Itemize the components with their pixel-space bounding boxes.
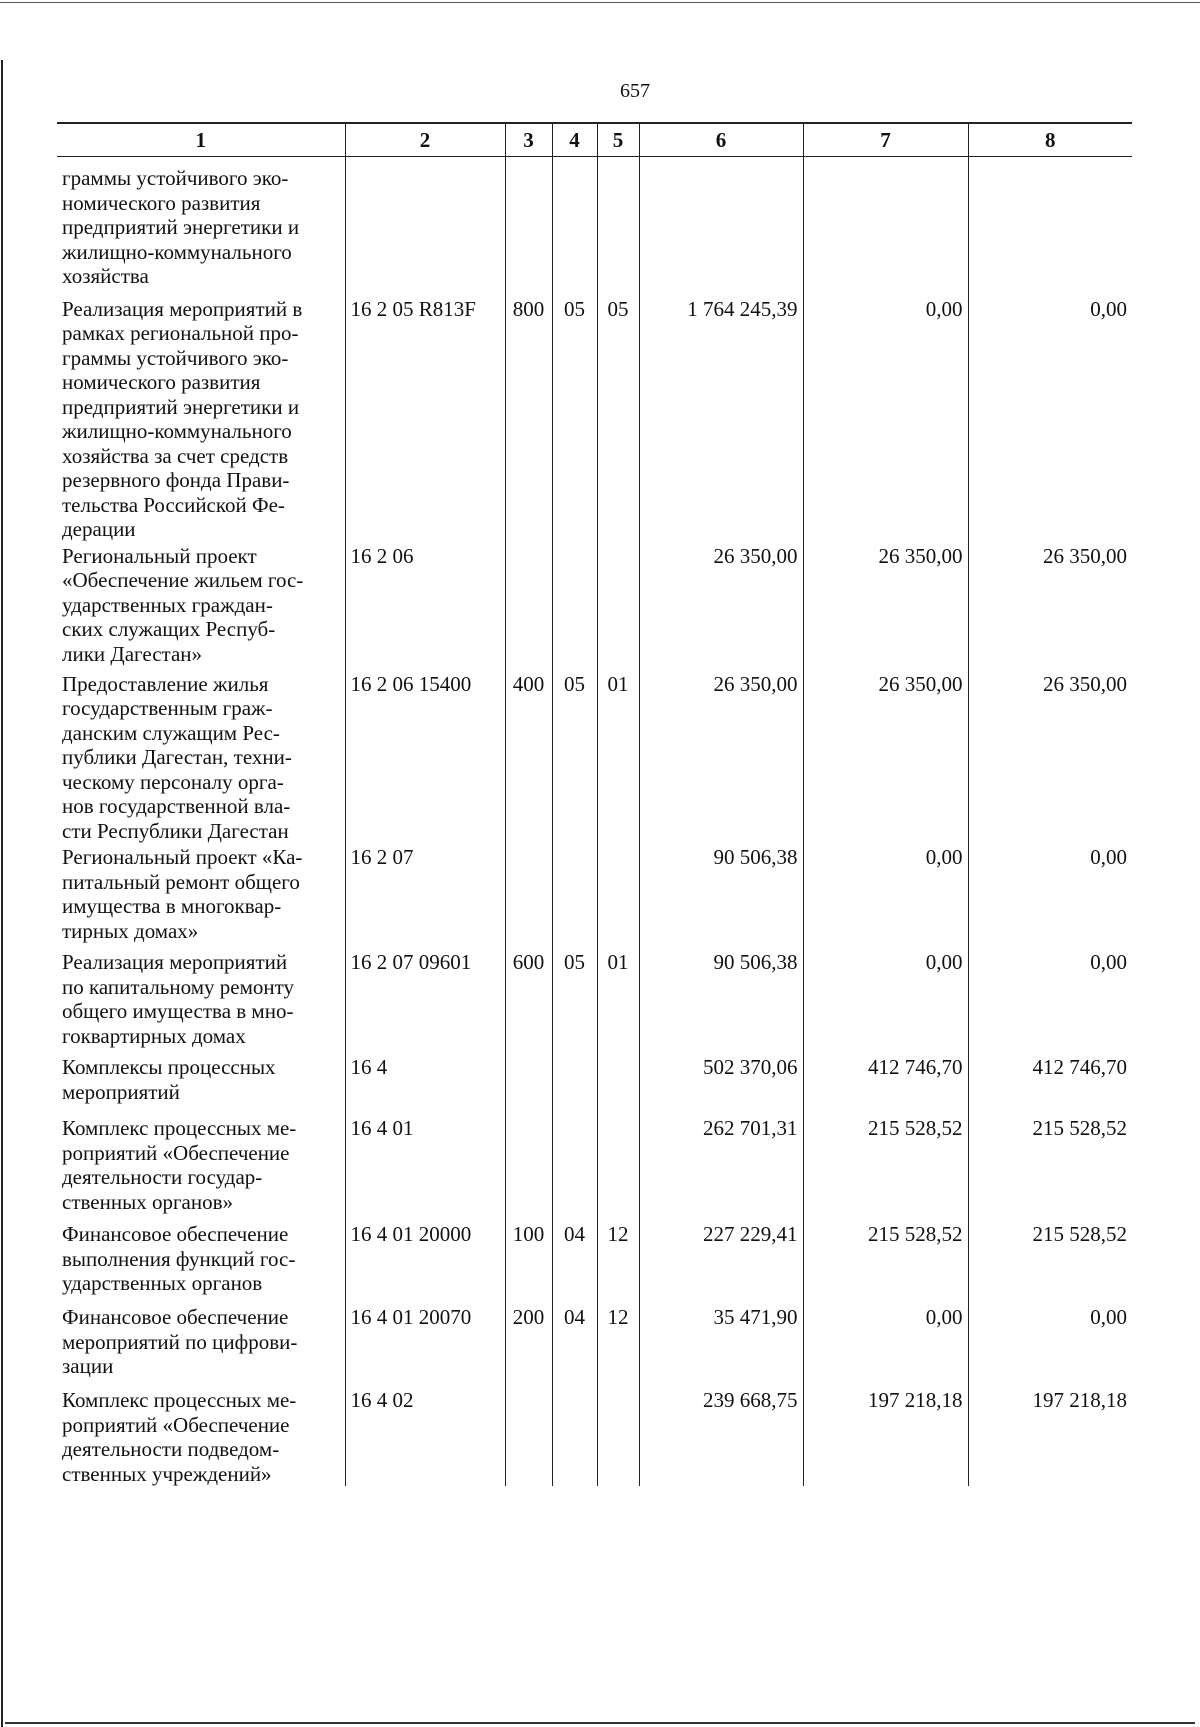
program-code: 16 2 05 R813F [345,295,505,542]
table-row [57,157,1132,295]
item-description [57,948,345,1053]
amount-col-8: 26 350,00 [968,670,1132,844]
amount-col-6: 239 668,75 [639,1386,803,1486]
amount-col-7: 215 528,52 [803,1114,968,1220]
description-line: Финансовое обеспечение [62,1222,289,1246]
description-line: тельства Российской Фе- [62,492,285,517]
section [552,1386,597,1486]
item-description [57,1303,345,1386]
description-line: резервного фонда Прави- [62,468,290,492]
expense-type: 600 [505,948,552,1053]
amount-col-8: 412 746,70 [968,1053,1132,1114]
amount-col-6: 90 506,38 [639,843,803,948]
description-line: ственных учреждений» [62,1461,272,1486]
expense-type: 400 [505,670,552,844]
subsection: 12 [597,1303,639,1386]
description-line: роприятий «Обеспечение [62,1140,290,1165]
amount-col-8: 0,00 [968,843,1132,948]
amount-col-6: 26 350,00 [639,670,803,844]
amount-col-7: 412 746,70 [803,1053,968,1114]
expense-type [505,1114,552,1220]
column-header: 7 [803,123,968,157]
description-line: по капитальному ремонту [62,974,295,999]
expense-type [505,1053,552,1114]
description-line: гоквартирных домах [62,1023,246,1048]
column-header: 6 [639,123,803,157]
top-border [0,2,1200,3]
amount-col-7: 26 350,00 [803,670,968,844]
section [552,843,597,948]
amount-col-6: 227 229,41 [639,1220,803,1303]
column-header: 5 [597,123,639,157]
program-code: 16 4 01 20000 [345,1220,505,1303]
description-line: хозяйства за счет средств [62,443,289,468]
amount-col-7: 26 350,00 [803,542,968,670]
table-row [57,1053,1132,1114]
expense-type [505,157,552,295]
subsection [597,1386,639,1486]
description-line: выполнения функций гос- [62,1246,296,1271]
amount-col-8: 197 218,18 [968,1386,1132,1486]
description-line: «Обеспечение жильем гос- [62,568,304,592]
left-border [1,60,3,1727]
program-code: 16 4 [345,1053,505,1114]
table-row [57,1220,1132,1303]
description-line: ственных органов» [62,1189,234,1214]
subsection: 05 [597,295,639,542]
expense-type: 200 [505,1303,552,1386]
description-line: питальный ремонт общего [62,869,300,894]
description-line: рамках региональной про- [62,321,299,345]
amount-col-6: 262 701,31 [639,1114,803,1220]
description-line: зации [62,1354,114,1378]
program-code: 16 2 07 [345,843,505,948]
subsection: 12 [597,1220,639,1303]
description-line: лики Дагестан» [62,641,203,666]
description-line: хозяйства [62,264,149,288]
column-header: 1 [57,123,345,157]
amount-col-8: 26 350,00 [968,542,1132,670]
subsection [597,542,639,670]
table-header-row [57,123,1132,157]
table-row [57,295,1132,542]
program-code: 16 4 01 [345,1114,505,1220]
item-description [57,1220,345,1303]
amount-col-8 [968,157,1132,295]
program-code: 16 2 06 [345,542,505,670]
description-line: данским служащим Рес- [62,720,280,745]
amount-col-8: 215 528,52 [968,1220,1132,1303]
description-line: ских служащих Респуб- [62,617,276,641]
table-row [57,843,1132,948]
description-line: Реализация мероприятий [62,950,288,974]
subsection [597,1053,639,1114]
subsection: 01 [597,670,639,844]
column-header: 8 [968,123,1132,157]
description-line: предприятий энергетики и [62,394,300,419]
page-number: 657 [620,80,650,102]
program-code [345,157,505,295]
section [552,542,597,670]
description-line: мероприятий по цифрови- [62,1329,298,1354]
program-code: 16 4 01 20070 [345,1303,505,1386]
column-header: 3 [505,123,552,157]
subsection [597,157,639,295]
table-row [57,1303,1132,1386]
column-header: 4 [552,123,597,157]
subsection [597,1114,639,1220]
section [552,1053,597,1114]
table-row [57,1114,1132,1220]
description-line: государственным граж- [62,696,273,720]
description-line: граммы устойчивого эко- [62,345,289,370]
description-line: ударственных органов [62,1271,263,1295]
item-description [57,1053,345,1114]
description-line: предприятий энергетики и [62,215,300,239]
item-description [57,670,345,844]
bottom-border [5,1722,1195,1724]
description-line: деятельности государ- [62,1165,263,1189]
amount-col-6: 26 350,00 [639,542,803,670]
description-line: Комплекс процессных ме- [62,1388,297,1412]
expense-type: 800 [505,295,552,542]
description-line: ческому персоналу орга- [62,769,284,794]
description-line: Комплексы процессных [62,1055,276,1079]
section: 04 [552,1220,597,1303]
amount-col-8: 215 528,52 [968,1114,1132,1220]
amount-col-7: 0,00 [803,1303,968,1386]
description-line: Региональный проект «Ка- [62,845,303,869]
item-description [57,1386,345,1486]
item-description [57,843,345,948]
budget-table [57,122,1132,1486]
section: 05 [552,295,597,542]
description-line: нов государственной вла- [62,794,291,818]
section: 05 [552,948,597,1053]
expense-type [505,1386,552,1486]
amount-col-7: 0,00 [803,843,968,948]
program-code: 16 2 06 15400 [345,670,505,844]
description-line: имущества в многоквар- [62,894,282,918]
amount-col-6: 1 764 245,39 [639,295,803,542]
expense-type [505,542,552,670]
column-header: 2 [345,123,505,157]
amount-col-7: 0,00 [803,295,968,542]
description-line: сти Республики Дагестан [62,818,289,843]
description-line: Реализация мероприятий в [62,296,303,321]
description-line: Предоставление жилья [62,671,269,696]
amount-col-6: 90 506,38 [639,948,803,1053]
description-line: мероприятий [62,1079,180,1104]
section: 04 [552,1303,597,1386]
description-line: жилищно-коммунального [62,239,292,264]
item-description [57,157,345,295]
amount-col-6: 502 370,06 [639,1053,803,1114]
description-line: ударственных граждан- [62,592,273,617]
amount-col-8: 0,00 [968,948,1132,1053]
description-line: номического развития [62,190,261,215]
subsection: 01 [597,948,639,1053]
description-line: дерации [62,517,136,541]
amount-col-8: 0,00 [968,295,1132,542]
description-line: Региональный проект [62,543,257,568]
program-code: 16 4 02 [345,1386,505,1486]
item-description [57,295,345,542]
description-line: Комплекс процессных ме- [62,1116,297,1140]
amount-col-8: 0,00 [968,1303,1132,1386]
table-row [57,1386,1132,1486]
description-line: роприятий «Обеспечение [62,1412,290,1437]
amount-col-6: 35 471,90 [639,1303,803,1386]
item-description [57,542,345,670]
description-line: деятельности подведом- [62,1437,280,1461]
expense-type [505,843,552,948]
section [552,1114,597,1220]
description-line: жилищно-коммунального [62,419,292,443]
table-row [57,542,1132,670]
section: 05 [552,670,597,844]
table-row [57,670,1132,844]
amount-col-6 [639,157,803,295]
description-line: граммы устойчивого эко- [62,166,289,190]
expense-type: 100 [505,1220,552,1303]
amount-col-7: 0,00 [803,948,968,1053]
subsection [597,843,639,948]
item-description [57,1114,345,1220]
description-line: тирных домах» [62,918,199,943]
program-code: 16 2 07 09601 [345,948,505,1053]
description-line: номического развития [62,370,261,394]
description-line: Финансовое обеспечение [62,1305,289,1329]
amount-col-7 [803,157,968,295]
description-line: общего имущества в мно- [62,999,294,1023]
description-line: публики Дагестан, техни- [62,745,292,769]
table-row [57,948,1132,1053]
section [552,157,597,295]
amount-col-7: 215 528,52 [803,1220,968,1303]
amount-col-7: 197 218,18 [803,1386,968,1486]
